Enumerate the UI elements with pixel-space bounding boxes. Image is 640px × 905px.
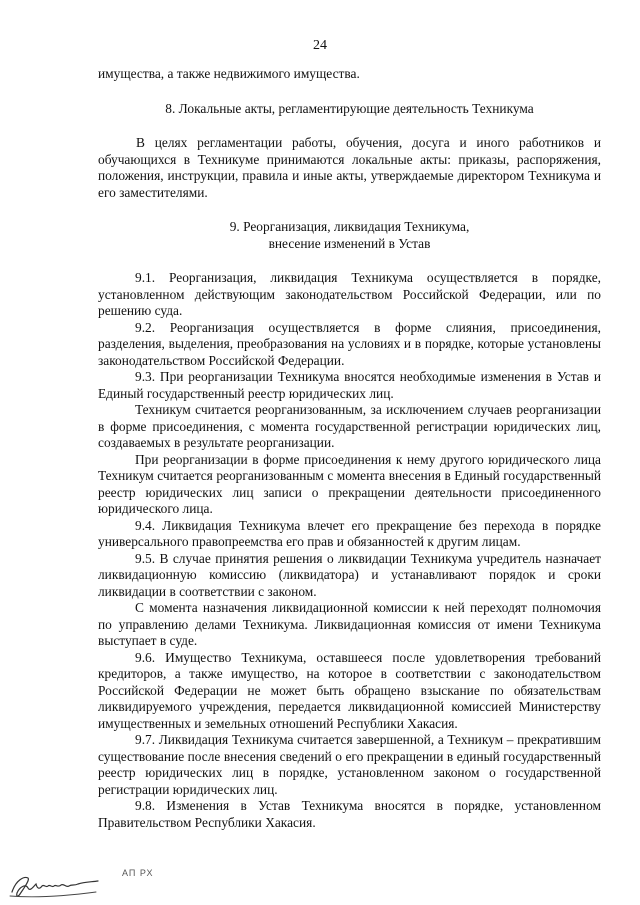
section-8-paragraph: В целях регламентации работы, обучения, досуга и иного работников и обучающихся в Техникуме принимаются локальные акты: приказы, распоряжения, положения, инструкции, правила и иные акты, утверждаемые директором Техникума и его заместителями.	[98, 135, 601, 200]
document-body	[98, 66, 601, 831]
paragraph-9-6: 9.6. Имущество Техникума, оставшееся после удовлетворения требований кредиторов, а также имущество, на которое в соответствии с законодательством Российской Федерации не может быть обращено взыскание по обязательствам ликвидируемого учреждения, передается ликвидационной комиссией Министерству имущественных и земельных отношений Республики Хакасия.	[98, 649, 601, 731]
handwritten-signature-icon	[6, 872, 102, 905]
paragraph-9-3-b: При реорганизации в форме присоединения к нему другого юридического лица Техникум считается реорганизованным с момента внесения в Единый государственный реестр юридических лиц записи о прекращении деятельности присоединенного юридического лица.	[98, 451, 601, 516]
paragraph-9-3-a: Техникум считается реорганизованным, за исключением случаев реорганизации в форме присоединения, с момента государственной регистрации юридических лиц, создаваемых в результате реорганизации.	[98, 402, 601, 450]
intro-line: имущества, а также недвижимого имущества.	[98, 66, 360, 81]
paragraph-9-5: 9.5. В случае принятия решения о ликвидации Техникума учредитель назначает ликвидационную комиссию (ликвидатора) и устанавливают порядок и сроки ликвидации в соответствии с законом.	[98, 550, 601, 599]
paragraph-9-5-a: С момента назначения ликвидационной комиссии к ней переходят полномочия по управлению делами Техникума. Ликвидационная комиссия от имени Техникума выступает в суде.	[98, 600, 601, 648]
paragraph-9-3: 9.3. При реорганизации Техникума вносятся необходимые изменения в Устав и Единый государственный реестр юридических лиц.	[98, 369, 601, 401]
paragraph-9-2: 9.2. Реорганизация осуществляется в форме слияния, присоединения, разделения, выделения, преобразования на условиях и в порядке, которые установлены законодательством Российской Федерации.	[98, 319, 601, 368]
section-9-heading-line2: внесение изменений в Устав	[268, 235, 431, 251]
page-number: 24	[313, 38, 327, 53]
footer-stamp: АП РХ	[122, 868, 154, 878]
paragraph-9-4: 9.4. Ликвидация Техникума влечет его прекращение без перехода в порядке универсального правопреемства его прав и обязанностей к другим лицам.	[98, 517, 601, 549]
paragraph-9-1: 9.1. Реорганизация, ликвидация Техникума осуществляется в порядке, установленном действующим законодательством Российской Федерации, или по решению суда.	[98, 270, 601, 318]
paragraph-9-7: 9.7. Ликвидация Техникума считается завершенной, а Техникум – прекратившим существование после внесения сведений о его прекращении в единый государственный реестр юридических лиц в порядке, установленном законом о государственной регистрации юридических лиц.	[98, 732, 601, 797]
section-9-heading-line1: 9. Реорганизация, ликвидация Техникума,	[229, 219, 470, 234]
paragraph-9-8: 9.8. Изменения в Устав Техникума вносятся в порядке, установленном Правительством Республики Хакасия.	[98, 798, 601, 830]
section-8-heading: 8. Локальные акты, регламентирующие деятельность Техникума	[165, 100, 534, 116]
